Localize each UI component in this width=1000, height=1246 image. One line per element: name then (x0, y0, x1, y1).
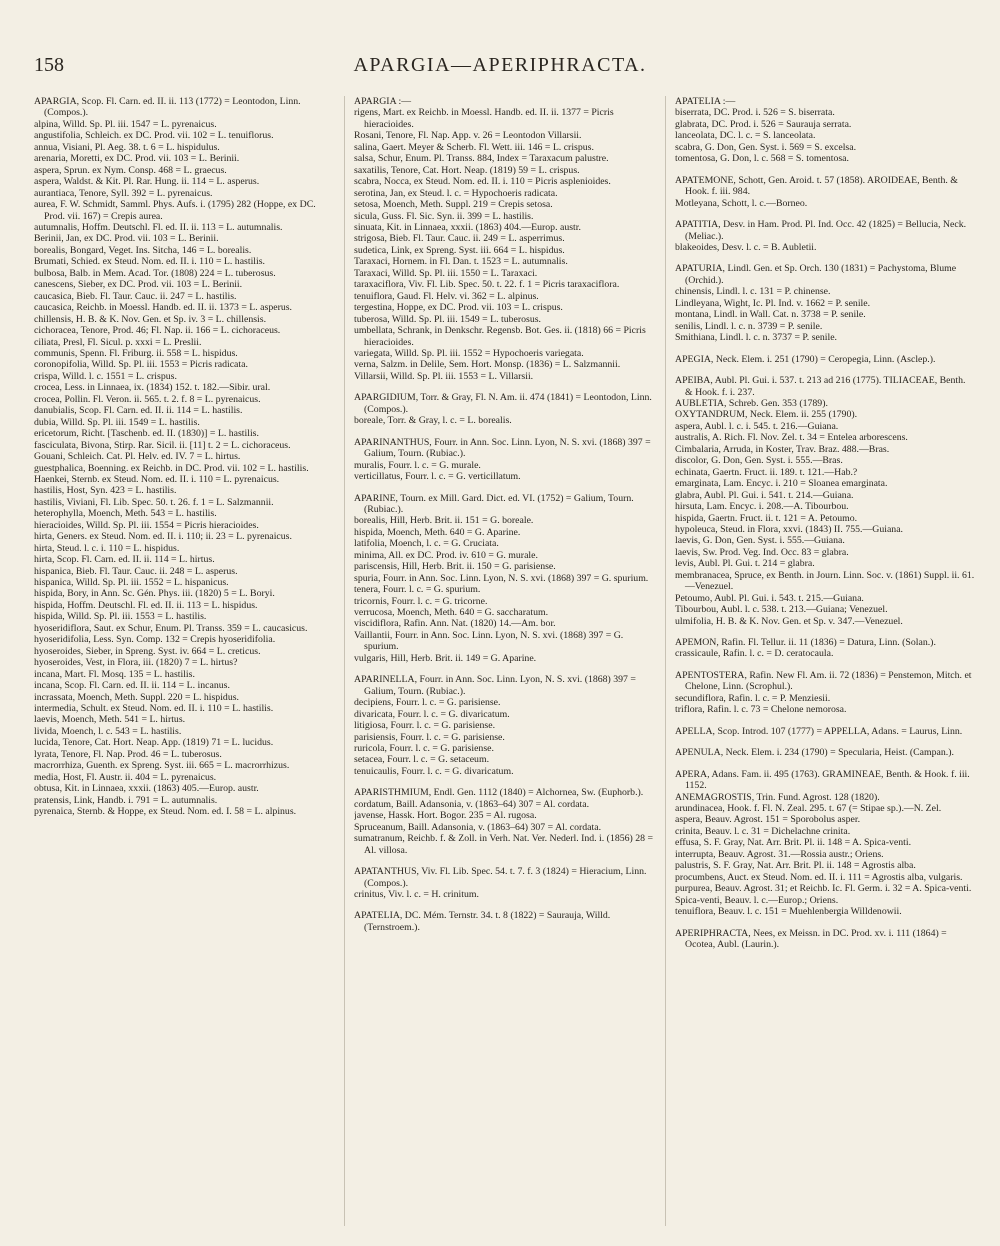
entry-line: glabra, Aubl. Pl. Gui. i. 541. t. 214.—Guiana. (675, 489, 854, 501)
entry-line: membranacea, Spruce, ex Benth. in Journ. Linn. Soc. v. (1861) Suppl. ii. 61.—Venezuel. (675, 569, 975, 593)
entry-line: Berinii, Jan, ex DC. Prod. vii. 103 = L. Berinii. (34, 233, 219, 245)
genus-entry (675, 375, 975, 627)
entry-line: dubia, Willd. Sp. Pl. iii. 1549 = L. hastilis. (34, 416, 200, 428)
entry-line: palustris, S. F. Gray, Nat. Arr. Brit. Pl. ii. 148 = Agrostis alba. (675, 860, 916, 872)
entry-line: serotina, Jan, ex Steud. l. c. = Hypochoeris radicata. (354, 187, 558, 199)
entry-line: biserrata, DC. Prod. i. 526 = S. biserrata. (675, 107, 835, 119)
entry-line: hastilis, Host, Syn. 423 = L. hastilis. (34, 485, 177, 497)
column-1 (34, 96, 332, 1226)
entry-line: incana, Mart. Fl. Mosq. 135 = L. hastilis. (34, 668, 195, 680)
entry-line: hirta, Geners. ex Steud. Nom. ed. II. i. 110; ii. 23 = L. pyrenaicus. (34, 531, 292, 543)
entry-line: lyrata, Tenore, Fl. Nap. Prod. 46 = L. tuberosus. (34, 748, 222, 760)
entry-line: tricornis, Fourr. l. c. = G. tricorne. (354, 595, 488, 607)
entry-heading: APEGIA, Neck. Elem. i. 251 (1790) = Ceropegia, Linn. (Asclep.). (675, 353, 936, 365)
entry-line: cichoracea, Tenore, Prod. 46; Fl. Nap. ii. 166 = L. cichoraceus. (34, 325, 281, 337)
entry-line: pratensis, Link, Handb. i. 791 = L. autumnalis. (34, 794, 218, 806)
entry-line: crassicaule, Rafin. l. c. = D. ceratocaula. (675, 648, 834, 660)
entry-line: setosa, Moench, Meth. Suppl. 219 = Crepis setosa. (354, 199, 553, 211)
entry-line: procumbens, Auct. ex Steud. Nom. ed. II. i. 111 = Agrostis alba, vulgaris. (675, 871, 963, 883)
entry-line: umbellata, Schrank, in Denkschr. Regensb. Bot. Ges. ii. (1818) 66 = Picris hieracioides. (354, 325, 646, 348)
entry-line: hispida, Hoffm. Deutschl. Fl. ed. II. ii. 113 = L. hispidus. (34, 599, 258, 611)
entry-line: emarginata, Lam. Encyc. i. 210 = Sloanea emarginata. (675, 478, 888, 490)
entry-line: Gouani, Schleich. Cat. Pl. Helv. ed. IV. 7 = L. hirtus. (34, 451, 241, 463)
entry-line: borealis, Bongard, Veget. Ins. Sitcha, 146 = L. borealis. (34, 244, 252, 256)
genus-entry (354, 437, 654, 483)
genus-entry (675, 726, 975, 737)
entry-line: aspera, Aubl. l. c. i. 545. t. 216.—Guiana. (675, 420, 839, 432)
entry-heading: APATEMONE, Schott, Gen. Aroid. t. 57 (1858). AROIDEAE, Benth. & Hook. f. iii. 984. (675, 174, 958, 198)
entry-line: guestphalica, Boenning. ex Reichb. in DC. Prod. vii. 102 = L. hastilis. (34, 462, 309, 474)
entry-line: canescens, Sieber, ex DC. Prod. vii. 103 = L. Berinii. (34, 279, 243, 291)
entry-line: arenaria, Moretti, ex DC. Prod. vii. 103 = L. Berinii. (34, 153, 240, 165)
genus-entry (354, 674, 654, 777)
entry-line: aurea, F. W. Schmidt, Samml. Phys. Aufs. i. (1795) 282 (Hoppe, ex DC. Prod. vii. 167) = Crepis aurea. (34, 199, 316, 222)
entry-line: hispida, Gaertn. Fruct. ii. t. 121 = A. Petoumo. (675, 512, 858, 524)
entry-line: ruricola, Fourr. l. c. = G. parisiense. (354, 743, 494, 755)
entry-line: pariscensis, Hill, Herb. Brit. ii. 150 = G. parisiense. (354, 561, 556, 573)
genus-entry (675, 670, 975, 716)
entry-heading: APARISTHMIUM, Endl. Gen. 1112 (1840) = Alchornea, Sw. (Euphorb.). (354, 787, 644, 799)
entry-line: obtusa, Kit. in Linnaea, xxxii. (1863) 405.—Europ. austr. (34, 783, 259, 795)
entry-line: boreale, Torr. & Gray, l. c. = L. borealis. (354, 415, 512, 427)
entry-line: javense, Hassk. Hort. Bogor. 235 = Al. rugosa. (354, 810, 537, 822)
entry-line: crispa, Willd. l. c. 1551 = L. crispus. (34, 370, 177, 382)
entry-line: echinata, Gaertn. Fruct. ii. 189. t. 121.—Hab.? (675, 466, 858, 478)
entry-line: ciliata, Presl, Fl. Sicul. p. xxxi = L. Preslii. (34, 336, 202, 348)
column-divider (344, 96, 345, 1226)
entry-line: media, Host, Fl. Austr. ii. 404 = L. pyrenaicus. (34, 771, 217, 783)
genus-entry (675, 637, 975, 660)
entry-line: strigosa, Bieb. Fl. Taur. Cauc. ii. 249 = L. asperrimus. (354, 233, 565, 245)
entry-line: hispanica, Willd. Sp. Pl. iii. 1552 = L. hispanicus. (34, 577, 229, 589)
entry-line: Spica-venti, Beauv. l. c.—Europ.; Oriens. (675, 894, 839, 906)
entry-line: Smithiana, Lindl. l. c. n. 3737 = P. senile. (675, 332, 837, 344)
entry-line: verticillatus, Fourr. l. c. = G. verticillatum. (354, 471, 521, 483)
entry-heading: APELLA, Scop. Introd. 107 (1777) = APPELLA, Adans. = Laurus, Linn. (675, 725, 963, 737)
entry-line: verrucosa, Moench, Meth. 640 = G. saccharatum. (354, 607, 549, 619)
entry-line: arundinacea, Hook. f. Fl. N. Zeal. 295. t. 67 (= Stipae sp.).—N. Zel. (675, 803, 942, 815)
entry-line: ericetorum, Richt. [Taschenb. ed. II. (1830)] = L. hastilis. (34, 428, 259, 440)
entry-line: sumatranum, Reichb. f. & Zoll. in Verh. Nat. Ver. Nederl. Ind. i. (1856) 28 = Al. villosa. (354, 833, 654, 856)
entry-line: vulgaris, Hill, Herb. Brit. ii. 149 = G. Aparine. (354, 652, 537, 664)
entry-line: Lindleyana, Wight, Ic. Pl. Ind. v. 1662 = P. senile. (675, 297, 871, 309)
genus-entry (675, 219, 975, 253)
entry-line: ANEMAGROSTIS, Trin. Fund. Agrost. 128 (1820). (675, 791, 880, 803)
entry-line: danubialis, Scop. Fl. Carn. ed. II. ii. 114 = L. hastilis. (34, 405, 243, 417)
entry-line: Taraxaci, Hornem. in Fl. Dan. t. 1523 = L. autumnalis. (354, 256, 568, 268)
entry-line: secundiflora, Rafin. l. c. = P. Menziesii. (675, 692, 831, 704)
entry-line: hypoleuca, Steud. in Flora, xxvi. (1843) II. 755.—Guiana. (675, 523, 904, 535)
entry-line: lucida, Tenore, Cat. Hort. Neap. App. (1819) 71 = L. lucidus. (34, 737, 274, 749)
entry-line: crocea, Pollin. Fl. Veron. ii. 565. t. 2. f. 8 = L. pyrenaicus. (34, 393, 261, 405)
entry-line: latifolia, Moench, l. c. = G. Cruciata. (354, 538, 499, 550)
genus-entry (354, 787, 654, 856)
entry-heading: APARINANTHUS, Fourr. in Ann. Soc. Linn. Lyon, N. S. xvi. (1868) 397 = Galium, Tourn. (Rubiac.). (354, 436, 651, 460)
genus-entry (354, 96, 654, 382)
entry-line: tuberosa, Willd. Sp. Pl. iii. 1549 = L. tuberosus. (354, 313, 542, 325)
entry-line: hispida, Moench, Meth. 640 = G. Aparine. (354, 526, 521, 538)
entry-line: Petoumo, Aubl. Pl. Gui. i. 543. t. 215.—Guiana. (675, 592, 864, 604)
entry-line: hispida, Bory, in Ann. Sc. Gén. Phys. iii. (1820) 5 = L. Boryi. (34, 588, 275, 600)
column-3 (675, 96, 975, 1226)
entry-heading: APEIBA, Aubl. Pl. Gui. i. 537. t. 213 ad 216 (1775). TILIACEAE, Benth. & Hook. f. i. 237. (675, 375, 966, 398)
column-divider (665, 96, 666, 1226)
entry-heading: APATURIA, Lindl. Gen. et Sp. Orch. 130 (1831) = Pachystoma, Blume (Orchid.). (675, 263, 957, 286)
genus-entry (34, 96, 332, 818)
entry-line: heterophylla, Moench, Meth. 543 = L. hastilis. (34, 508, 217, 520)
entry-line: lanceolata, DC. l. c. = S. lanceolata. (675, 130, 816, 142)
entry-line: Taraxaci, Willd. Sp. Pl. iii. 1550 = L. Taraxaci. (354, 267, 538, 279)
entry-line: angustifolia, Schleich. ex DC. Prod. vii. 102 = L. tenuiflorus. (34, 130, 274, 142)
genus-entry (675, 96, 975, 165)
entry-heading: APERA, Adans. Fam. ii. 495 (1763). GRAMINEAE, Benth. & Hook. f. iii. 1152. (675, 768, 970, 792)
entry-heading: APARGIA, Scop. Fl. Carn. ed. II. ii. 113 (1772) = Leontodon, Linn. (Compos.). (34, 96, 301, 119)
entry-heading: APATELIA :— (675, 96, 736, 107)
entry-line: laevis, G. Don, Gen. Syst. i. 555.—Guiana. (675, 535, 845, 547)
entry-line: incrassata, Moench, Meth. Suppl. 220 = L. hispidus. (34, 691, 239, 703)
genus-entry (675, 928, 975, 951)
entry-line: hyoseroides, Vest, in Flora, iii. (1820) 7 = L. hirtus? (34, 657, 238, 669)
genus-entry (354, 392, 654, 426)
entry-heading: APATELIA, DC. Mém. Ternstr. 34. t. 8 (1822) = Saurauja, Willd. (Ternstroem.). (354, 910, 611, 933)
entry-line: Cimbalaria, Arruda, in Koster, Trav. Braz. 488.—Bras. (675, 443, 890, 455)
entry-line: hyoseridiflora, Saut. ex Schur, Enum. Pl. Transs. 359 = L. caucasicus. (34, 622, 308, 634)
entry-line: Vaillantii, Fourr. in Ann. Soc. Linn. Lyon, N. S. xvi. (1868) 397 = G. spurium. (354, 629, 624, 653)
entry-line: taraxaciflora, Viv. Fl. Lib. Spec. 50. t. 22. f. 1 = Picris taraxaciflora. (354, 279, 620, 291)
entry-line: hieracioides, Willd. Sp. Pl. iii. 1554 = Picris hieracioides. (34, 519, 259, 531)
entry-line: tenera, Fourr. l. c. = G. spurium. (354, 584, 481, 596)
entry-line: Haenkei, Sternb. ex Steud. Nom. ed. II. i. 110 = L. pyrenaicus. (34, 473, 280, 485)
entry-line: spuria, Fourr. in Ann. Soc. Linn. Lyon, N. S. xvi. (1868) 397 = G. spurium. (354, 572, 649, 584)
entry-line: caucasica, Reichb. in Moessl. Handb. ed. II. ii. 1373 = L. asperus. (34, 302, 293, 314)
entry-line: hirta, Steud. l. c. i. 110 = L. hispidus. (34, 542, 180, 554)
entry-heading: APARGIDIUM, Torr. & Gray, Fl. N. Am. ii. 474 (1841) = Leontodon, Linn. (Compos.). (354, 392, 652, 415)
entry-line: Brumati, Schied. ex Steud. Nom. ed. II. i. 110 = L. hastilis. (34, 256, 266, 268)
entry-line: chillensis, H. B. & K. Nov. Gen. et Sp. iv. 3 = L. chillensis. (34, 313, 267, 325)
entry-line: chinensis, Lindl. l. c. 131 = P. chinense. (675, 286, 831, 298)
entry-line: macrorrhiza, Guenth. ex Spreng. Syst. iii. 665 = L. macrorrhizus. (34, 760, 290, 772)
entry-line: aurantiaca, Tenore, Syll. 392 = L. pyrenaicus. (34, 187, 213, 199)
entry-line: crinitus, Viv. l. c. = H. crinitum. (354, 889, 479, 900)
genus-entry (675, 769, 975, 918)
entry-line: borealis, Hill, Herb. Brit. ii. 151 = G. boreale. (354, 515, 534, 527)
entry-line: hyoseroides, Sieber, in Spreng. Syst. iv. 664 = L. creticus. (34, 645, 261, 657)
entry-heading: APATITIA, Desv. in Ham. Prod. Pl. Ind. Occ. 42 (1825) = Bellucia, Neck. (Meliac.). (675, 219, 967, 242)
entry-line: tenuicaulis, Fourr. l. c. = G. divaricatum. (354, 765, 514, 777)
entry-line: rigens, Mart. ex Reichb. in Moessl. Handb. ed. II. ii. 1377 = Picris hieracioides. (354, 107, 614, 130)
entry-line: australis, A. Rich. Fl. Nov. Zel. t. 34 = Entelea arborescens. (675, 432, 908, 444)
entry-line: saxatilis, Tenore, Cat. Hort. Neap. (1819) 59 = L. crispus. (354, 164, 580, 176)
entry-line: hirsuta, Lam. Encyc. i. 208.—A. Tibourbou. (675, 501, 849, 513)
entry-heading: APERIPHRACTA, Nees, ex Meissn. in DC. Prod. xv. i. 111 (1864) = Ocotea, Aubl. (Laurin.). (675, 927, 947, 950)
genus-entry (675, 354, 975, 365)
entry-heading: APARGIA :— (354, 96, 412, 107)
entry-line: ulmifolia, H. B. & K. Nov. Gen. et Sp. v. 347.—Venezuel. (675, 615, 903, 627)
genus-entry (354, 910, 654, 933)
entry-line: triflora, Rafin. l. c. 73 = Chelone nemorosa. (675, 704, 847, 716)
entry-line: caucasica, Bieb. Fl. Taur. Cauc. ii. 247 = L. hastilis. (34, 290, 237, 302)
entry-line: verna, Salzm. in Delile, Sem. Hort. Monsp. (1836) = L. Salzmannii. (354, 359, 621, 371)
entry-line: decipiens, Fourr. l. c. = G. parisiense. (354, 697, 501, 709)
entry-line: discolor, G. Don, Gen. Syst. i. 555.—Bras. (675, 455, 843, 467)
entry-line: incana, Scop. Fl. Carn. ed. II. ii. 114 = L. incanus. (34, 680, 230, 692)
entry-line: autumnalis, Hoffm. Deutschl. Fl. ed. II. ii. 113 = L. autumnalis. (34, 221, 283, 233)
entry-heading: APENTOSTERA, Rafin. New Fl. Am. ii. 72 (1836) = Penstemon, Mitch. et Chelone, Linn. (Scrophul.). (675, 669, 972, 693)
entry-line: scabra, G. Don, Gen. Syst. i. 569 = S. excelsa. (675, 141, 857, 153)
entry-line: aspera, Beauv. Agrost. 151 = Sporobolus asper. (675, 814, 861, 826)
entry-line: salina, Gaert. Meyer & Scherb. Fl. Wett. iii. 146 = L. crispus. (354, 141, 594, 153)
entry-line: sinuata, Kit. in Linnaea, xxxii. (1863) 404.—Europ. austr. (354, 221, 581, 233)
genus-entry (675, 175, 975, 209)
entry-line: levis, Aubl. Pl. Gui. t. 214 = glabra. (675, 558, 815, 570)
entry-line: effusa, S. F. Gray, Nat. Arr. Brit. Pl. ii. 148 = A. Spica-venti. (675, 837, 912, 849)
entry-line: OXYTANDRUM, Neck. Elem. ii. 255 (1790). (675, 409, 858, 421)
entry-line: Motleyana, Schott, l. c.—Borneo. (675, 197, 808, 209)
entry-line: sudetica, Link, ex Spreng. Syst. iii. 664 = L. hispidus. (354, 244, 565, 256)
entry-line: tenuiflora, Gaud. Fl. Helv. vi. 362 = L. alpinus. (354, 290, 539, 302)
entry-line: hispida, Willd. Sp. Pl. iii. 1553 = L. hastilis. (34, 611, 207, 623)
entry-line: glabrata, DC. Prod. i. 526 = Saurauja serrata. (675, 118, 852, 130)
entry-line: laevis, Moench, Meth. 541 = L. hirtus. (34, 714, 186, 726)
entry-line: communis, Spenn. Fl. Friburg. ii. 558 = L. hispidus. (34, 347, 238, 359)
entry-line: scabra, Nocca, ex Steud. Nom. ed. II. i. 110 = Picris asplenioides. (354, 176, 611, 188)
entry-line: crocea, Less. in Linnaea, ix. (1834) 152. t. 182.—Sibir. ural. (34, 382, 271, 394)
entry-heading: APARINE, Tourn. ex Mill. Gard. Dict. ed. VI. (1752) = Galium, Tourn. (Rubiac.). (354, 492, 634, 515)
entry-line: tergestina, Hoppe, ex DC. Prod. vii. 103 = L. crispus. (354, 302, 563, 314)
entry-line: parisiensis, Fourr. l. c. = G. parisiense. (354, 731, 505, 743)
entry-line: interrupta, Beauv. Agrost. 31.—Rossia austr.; Oriens. (675, 848, 884, 860)
entry-line: coronopifolia, Willd. Sp. Pl. iii. 1553 = Picris radicata. (34, 359, 248, 371)
entry-line: alpina, Willd. Sp. Pl. iii. 1547 = L. pyrenaicus. (34, 118, 217, 130)
entry-line: tenuiflora, Beauv. l. c. 151 = Muehlenbergia Willdenowii. (675, 906, 902, 918)
entry-line: senilis, Lindl. l. c. n. 3739 = P. senile. (675, 320, 823, 332)
entry-line: pyrenaica, Sternb. & Hoppe, ex Steud. Nom. ed. I. 58 = L. alpinus. (34, 806, 297, 818)
page-number: 158 (34, 54, 64, 76)
entry-line: blakeoides, Desv. l. c. = B. Aubletii. (675, 241, 817, 253)
entry-line: setacea, Fourr. l. c. = G. setaceum. (354, 754, 490, 766)
entry-line: divaricata, Fourr. l. c. = G. divaricatum. (354, 708, 510, 720)
entry-line: montana, Lindl. in Wall. Cat. n. 3738 = P. senile. (675, 309, 866, 321)
entry-line: salsa, Schur, Enum. Pl. Transs. 884, Index = Taraxacum palustre. (354, 153, 609, 165)
entry-line: annua, Visiani, Pl. Aeg. 38. t. 6 = L. hispidulus. (34, 141, 220, 153)
genus-entry (675, 747, 975, 758)
genus-entry (675, 263, 975, 343)
genus-entry (354, 493, 654, 665)
entry-line: hirta, Scop. Fl. Carn. ed. II. ii. 114 = L. hirtus. (34, 554, 215, 566)
entry-heading: APATANTHUS, Viv. Fl. Lib. Spec. 54. t. 7. f. 3 (1824) = Hieracium, Linn. (Compos.). (354, 866, 647, 889)
entry-line: fasciculata, Bivona, Stirp. Rar. Sicil. ii. [11] t. 2 = L. cichoraceus. (34, 439, 291, 451)
entry-line: Rosani, Tenore, Fl. Nap. App. v. 26 = Leontodon Villarsii. (354, 130, 582, 142)
column-2 (354, 96, 654, 1226)
entry-heading: APEMON, Rafin. Fl. Tellur. ii. 11 (1836) = Datura, Linn. (Solan.). (675, 637, 936, 649)
entry-line: aspera, Sprun. ex Nym. Consp. 468 = L. graecus. (34, 164, 227, 176)
entry-line: viscidiflora, Rafin. Ann. Nat. (1820) 14.—Am. bor. (354, 618, 556, 630)
entry-line: hyoseridifolia, Less. Syn. Comp. 132 = Crepis hyoseridifolia. (34, 634, 276, 646)
entry-line: AUBLETIA, Schreb. Gen. 353 (1789). (675, 397, 828, 409)
entry-line: bulbosa, Balb. in Mem. Acad. Tor. (1808) 224 = L. tuberosus. (34, 267, 276, 279)
entry-line: variegata, Willd. Sp. Pl. iii. 1552 = Hypochoeris variegata. (354, 347, 584, 359)
entry-line: purpurea, Beauv. Agrost. 31; et Reichb. Ic. Fl. Germ. i. 32 = A. Spica-venti. (675, 883, 972, 895)
entry-line: sicula, Guss. Fl. Sic. Syn. ii. 399 = L. hastilis. (354, 210, 534, 222)
entry-line: Spruceanum, Baill. Adansonia, v. (1863–64) 307 = Al. cordata. (354, 821, 602, 833)
entry-line: hastilis, Viviani, Fl. Lib. Spec. 50. t. 26. f. 1 = L. Salzmannii. (34, 496, 274, 508)
entry-line: hispanica, Bieb. Fl. Taur. Cauc. ii. 248 = L. asperus. (34, 565, 238, 577)
entry-line: Villarsii, Willd. Sp. Pl. iii. 1553 = L. Villarsii. (354, 370, 534, 382)
entry-line: Tibourbou, Aubl. l. c. 538. t. 213.—Guiana; Venezuel. (675, 604, 888, 616)
entry-heading: APARINELLA, Fourr. in Ann. Soc. Linn. Lyon, N. S. xvi. (1868) 397 = Galium, Tourn. (Rubiac.). (354, 674, 636, 697)
entry-heading: APENULA, Neck. Elem. i. 234 (1790) = Specularia, Heist. (Campan.). (675, 747, 954, 759)
entry-line: minima, All. ex DC. Prod. iv. 610 = G. murale. (354, 549, 538, 561)
entry-line: livida, Moench, l. c. 543 = L. hastilis. (34, 725, 182, 737)
entry-line: crinita, Beauv. l. c. 31 = Dichelachne crinita. (675, 825, 851, 837)
genus-entry (354, 866, 654, 900)
entry-line: aspera, Waldst. & Kit. Pl. Rar. Hung. ii. 114 = L. asperus. (34, 176, 260, 188)
running-head: APARGIA—APERIPHRACTA. (353, 54, 647, 76)
entry-line: litigiosa, Fourr. l. c. = G. parisiense. (354, 720, 496, 732)
entry-line: laevis, Sw. Prod. Veg. Ind. Occ. 83 = glabra. (675, 546, 849, 558)
entry-line: tomentosa, G. Don, l. c. 568 = S. tomentosa. (675, 153, 849, 165)
entry-line: muralis, Fourr. l. c. = G. murale. (354, 459, 481, 471)
entry-line: cordatum, Baill. Adansonia, v. (1863–64) 307 = Al. cordata. (354, 798, 590, 810)
entry-line: intermedia, Schult. ex Steud. Nom. ed. II. i. 110 = L. hastilis. (34, 703, 274, 715)
